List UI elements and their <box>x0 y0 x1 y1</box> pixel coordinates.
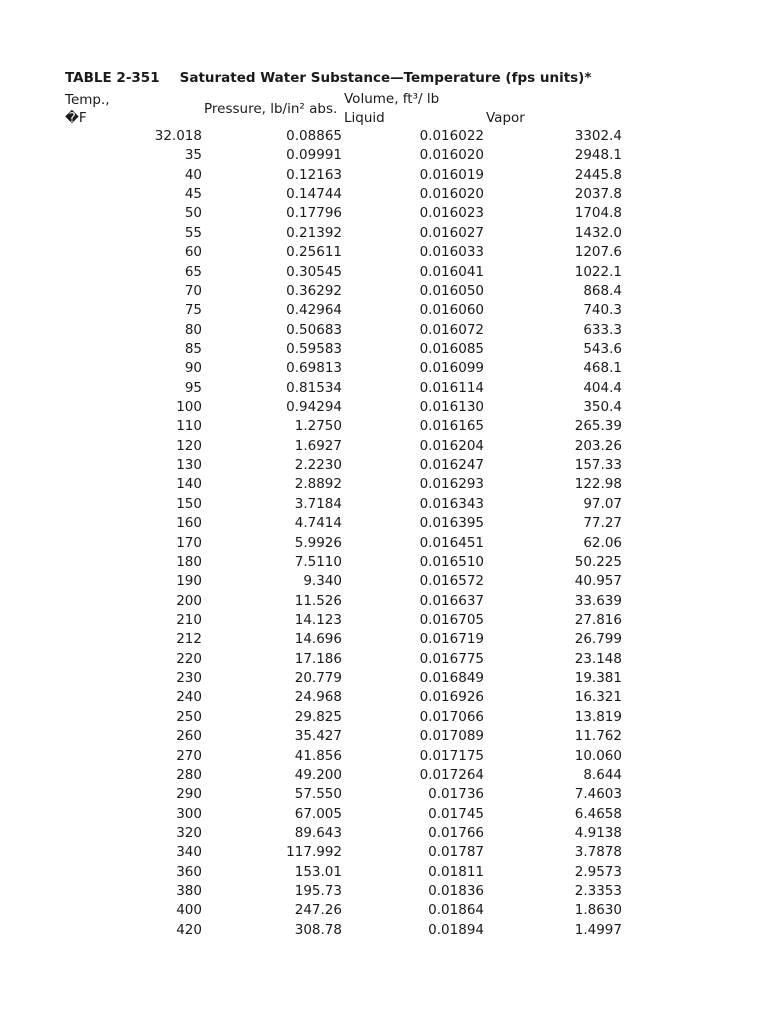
table-row <box>0 708 768 727</box>
liquid-volume-cell: 0.016451 <box>419 534 484 551</box>
temperature-cell: 40 <box>184 166 202 183</box>
liquid-volume-cell: 0.016849 <box>419 670 484 687</box>
vapor-volume-cell: 23.148 <box>574 650 622 667</box>
vapor-volume-cell: 2948.1 <box>574 147 622 164</box>
temperature-cell: 190 <box>176 573 202 590</box>
liquid-volume-cell: 0.016705 <box>419 611 484 628</box>
temperature-cell: 210 <box>176 611 202 628</box>
table-row <box>0 243 768 262</box>
pressure-cell: 0.25611 <box>286 244 342 261</box>
table-body <box>0 127 768 940</box>
temperature-cell: 300 <box>176 805 202 822</box>
pressure-cell: 24.968 <box>294 689 342 706</box>
pressure-cell: 67.005 <box>294 805 342 822</box>
vapor-volume-cell: 468.1 <box>583 360 622 377</box>
temperature-cell: 32.018 <box>154 128 202 144</box>
liquid-volume-cell: 0.016019 <box>419 166 484 183</box>
liquid-volume-cell: 0.016572 <box>419 573 484 590</box>
table-row <box>0 863 768 882</box>
liquid-volume-cell: 0.016072 <box>419 321 484 338</box>
pressure-cell: 7.5110 <box>294 553 342 570</box>
temperature-cell: 280 <box>176 766 202 783</box>
vapor-volume-cell: 350.4 <box>583 399 622 416</box>
liquid-volume-cell: 0.016050 <box>419 282 484 299</box>
liquid-volume-cell: 0.016020 <box>419 147 484 164</box>
pressure-cell: 1.6927 <box>294 437 342 454</box>
table-row <box>0 824 768 843</box>
pressure-cell: 0.17796 <box>286 205 342 222</box>
table-row <box>0 901 768 920</box>
liquid-volume-cell: 0.016204 <box>419 437 484 454</box>
table-row <box>0 534 768 553</box>
temperature-cell: 90 <box>184 360 202 377</box>
liquid-volume-cell: 0.016023 <box>419 205 484 222</box>
table-row <box>0 688 768 707</box>
table-row <box>0 572 768 591</box>
vapor-volume-cell: 40.957 <box>574 573 622 590</box>
vapor-volume-cell: 33.639 <box>574 592 622 609</box>
liquid-volume-cell: 0.016033 <box>419 244 484 261</box>
vapor-volume-cell: 13.819 <box>574 708 622 725</box>
table-row <box>0 882 768 901</box>
temp-header-unit: �F <box>65 110 87 126</box>
liquid-volume-cell: 0.01836 <box>428 883 484 900</box>
pressure-cell: 247.26 <box>294 902 342 919</box>
table-row <box>0 805 768 824</box>
vapor-volume-cell: 97.07 <box>583 495 622 512</box>
table-row <box>0 263 768 282</box>
pressure-cell: 0.30545 <box>286 263 342 280</box>
liquid-volume-cell: 0.01864 <box>428 902 484 919</box>
pressure-cell: 0.59583 <box>286 340 342 357</box>
vapor-volume-cell: 3302.4 <box>574 128 622 144</box>
pressure-cell: 14.696 <box>294 631 342 648</box>
table-row <box>0 166 768 185</box>
temperature-cell: 270 <box>176 747 202 764</box>
liquid-volume-cell: 0.01736 <box>428 786 484 803</box>
liquid-volume-cell: 0.016775 <box>419 650 484 667</box>
vapor-volume-cell: 122.98 <box>574 476 622 493</box>
pressure-cell: 11.526 <box>294 592 342 609</box>
liquid-volume-cell: 0.016022 <box>419 128 484 144</box>
pressure-cell: 3.7184 <box>294 495 342 512</box>
temperature-cell: 130 <box>176 457 202 474</box>
vapor-volume-cell: 4.9138 <box>574 824 622 841</box>
liquid-volume-cell: 0.01787 <box>428 844 484 861</box>
table-row <box>0 785 768 804</box>
vapor-volume-cell: 2.9573 <box>574 863 622 880</box>
table-row <box>0 727 768 746</box>
temperature-cell: 420 <box>176 921 202 938</box>
vapor-volume-cell: 19.381 <box>574 670 622 687</box>
liquid-header: Liquid <box>344 110 385 126</box>
liquid-volume-cell: 0.016719 <box>419 631 484 648</box>
temperature-cell: 120 <box>176 437 202 454</box>
temp-header <box>65 91 110 127</box>
temperature-cell: 150 <box>176 495 202 512</box>
vapor-volume-cell: 26.799 <box>574 631 622 648</box>
vapor-volume-cell: 3.7878 <box>574 844 622 861</box>
pressure-cell: 308.78 <box>294 921 342 938</box>
liquid-volume-cell: 0.01894 <box>428 921 484 938</box>
pressure-cell: 0.08865 <box>286 128 342 144</box>
pressure-cell: 89.643 <box>294 824 342 841</box>
table-row <box>0 766 768 785</box>
liquid-volume-cell: 0.016165 <box>419 418 484 435</box>
temperature-cell: 50 <box>184 205 202 222</box>
liquid-volume-cell: 0.016395 <box>419 515 484 532</box>
vapor-volume-cell: 6.4658 <box>574 805 622 822</box>
liquid-volume-cell: 0.017066 <box>419 708 484 725</box>
vapor-volume-cell: 16.321 <box>574 689 622 706</box>
temperature-cell: 260 <box>176 728 202 745</box>
temperature-cell: 170 <box>176 534 202 551</box>
vapor-header: Vapor <box>486 110 525 126</box>
temperature-cell: 80 <box>184 321 202 338</box>
temperature-cell: 160 <box>176 515 202 532</box>
temperature-cell: 180 <box>176 553 202 570</box>
temperature-cell: 65 <box>184 263 202 280</box>
pressure-cell: 35.427 <box>294 728 342 745</box>
pressure-cell: 0.14744 <box>286 186 342 203</box>
table-row <box>0 747 768 766</box>
liquid-volume-cell: 0.01745 <box>428 805 484 822</box>
pressure-cell: 0.36292 <box>286 282 342 299</box>
table-row <box>0 127 768 146</box>
temperature-cell: 400 <box>176 902 202 919</box>
temperature-cell: 290 <box>176 786 202 803</box>
table-row <box>0 495 768 514</box>
pressure-cell: 49.200 <box>294 766 342 783</box>
temperature-cell: 230 <box>176 670 202 687</box>
pressure-cell: 0.09991 <box>286 147 342 164</box>
table-row <box>0 630 768 649</box>
vapor-volume-cell: 10.060 <box>574 747 622 764</box>
temp-header-label: Temp., <box>65 92 110 108</box>
vapor-volume-cell: 203.26 <box>574 437 622 454</box>
pressure-cell: 0.12163 <box>286 166 342 183</box>
pressure-cell: 2.2230 <box>294 457 342 474</box>
vapor-volume-cell: 7.4603 <box>574 786 622 803</box>
table-row <box>0 514 768 533</box>
vapor-volume-cell: 868.4 <box>583 282 622 299</box>
liquid-volume-cell: 0.016130 <box>419 399 484 416</box>
liquid-volume-cell: 0.017264 <box>419 766 484 783</box>
pressure-cell: 1.2750 <box>294 418 342 435</box>
vapor-volume-cell: 11.762 <box>574 728 622 745</box>
vapor-volume-cell: 157.33 <box>574 457 622 474</box>
table-row <box>0 204 768 223</box>
table-row <box>0 669 768 688</box>
pressure-cell: 0.69813 <box>286 360 342 377</box>
vapor-volume-cell: 740.3 <box>583 302 622 319</box>
temperature-cell: 340 <box>176 844 202 861</box>
temperature-cell: 240 <box>176 689 202 706</box>
pressure-cell: 0.50683 <box>286 321 342 338</box>
pressure-cell: 20.779 <box>294 670 342 687</box>
pressure-cell: 0.21392 <box>286 224 342 241</box>
pressure-header: Pressure, lb/in² abs. <box>204 101 338 117</box>
temperature-cell: 140 <box>176 476 202 493</box>
table-row <box>0 146 768 165</box>
table-row <box>0 301 768 320</box>
table-row <box>0 398 768 417</box>
temperature-cell: 70 <box>184 282 202 299</box>
table-row <box>0 921 768 940</box>
vapor-volume-cell: 2037.8 <box>574 186 622 203</box>
vapor-volume-cell: 62.06 <box>583 534 622 551</box>
temperature-cell: 212 <box>176 631 202 648</box>
liquid-volume-cell: 0.016027 <box>419 224 484 241</box>
liquid-volume-cell: 0.016293 <box>419 476 484 493</box>
table-number: TABLE 2-351 <box>65 70 160 86</box>
liquid-volume-cell: 0.017175 <box>419 747 484 764</box>
table-row <box>0 611 768 630</box>
pressure-cell: 2.8892 <box>294 476 342 493</box>
pressure-cell: 117.992 <box>286 844 342 861</box>
liquid-volume-cell: 0.016247 <box>419 457 484 474</box>
temperature-cell: 360 <box>176 863 202 880</box>
table-row <box>0 282 768 301</box>
table-row <box>0 553 768 572</box>
vapor-volume-cell: 633.3 <box>583 321 622 338</box>
table-row <box>0 650 768 669</box>
vapor-volume-cell: 50.225 <box>574 553 622 570</box>
pressure-cell: 29.825 <box>294 708 342 725</box>
vapor-volume-cell: 1704.8 <box>574 205 622 222</box>
table-row <box>0 592 768 611</box>
pressure-cell: 57.550 <box>294 786 342 803</box>
temperature-cell: 35 <box>184 147 202 164</box>
table-title-text: Saturated Water Substance—Temperature (fps units)* <box>179 70 592 86</box>
table-title <box>65 70 591 86</box>
temperature-cell: 250 <box>176 708 202 725</box>
temperature-cell: 55 <box>184 224 202 241</box>
temperature-cell: 45 <box>184 186 202 203</box>
temperature-cell: 110 <box>176 418 202 435</box>
vapor-volume-cell: 1.8630 <box>574 902 622 919</box>
vapor-volume-cell: 2.3353 <box>574 883 622 900</box>
pressure-cell: 5.9926 <box>294 534 342 551</box>
vapor-volume-cell: 1022.1 <box>574 263 622 280</box>
liquid-volume-cell: 0.016085 <box>419 340 484 357</box>
pressure-cell: 4.7414 <box>294 515 342 532</box>
pressure-cell: 195.73 <box>294 883 342 900</box>
liquid-volume-cell: 0.016114 <box>419 379 484 396</box>
temperature-cell: 220 <box>176 650 202 667</box>
pressure-cell: 14.123 <box>294 611 342 628</box>
liquid-volume-cell: 0.016510 <box>419 553 484 570</box>
pressure-cell: 17.186 <box>294 650 342 667</box>
vapor-volume-cell: 1.4997 <box>574 921 622 938</box>
table-row <box>0 843 768 862</box>
temperature-cell: 85 <box>184 340 202 357</box>
liquid-volume-cell: 0.016637 <box>419 592 484 609</box>
vapor-volume-cell: 8.644 <box>583 766 622 783</box>
vapor-volume-cell: 1432.0 <box>574 224 622 241</box>
table-row <box>0 359 768 378</box>
temperature-cell: 320 <box>176 824 202 841</box>
pressure-cell: 153.01 <box>294 863 342 880</box>
table-row <box>0 224 768 243</box>
temperature-cell: 95 <box>184 379 202 396</box>
vapor-volume-cell: 77.27 <box>583 515 622 532</box>
vapor-volume-cell: 543.6 <box>583 340 622 357</box>
table-row <box>0 379 768 398</box>
pressure-cell: 9.340 <box>303 573 342 590</box>
temperature-cell: 75 <box>184 302 202 319</box>
table-row <box>0 340 768 359</box>
vapor-volume-cell: 404.4 <box>583 379 622 396</box>
liquid-volume-cell: 0.017089 <box>419 728 484 745</box>
vapor-volume-cell: 265.39 <box>574 418 622 435</box>
vapor-volume-cell: 1207.6 <box>574 244 622 261</box>
liquid-volume-cell: 0.016060 <box>419 302 484 319</box>
liquid-volume-cell: 0.016020 <box>419 186 484 203</box>
temperature-cell: 380 <box>176 883 202 900</box>
temperature-cell: 60 <box>184 244 202 261</box>
vapor-volume-cell: 27.816 <box>574 611 622 628</box>
liquid-volume-cell: 0.016926 <box>419 689 484 706</box>
liquid-volume-cell: 0.016343 <box>419 495 484 512</box>
liquid-volume-cell: 0.016041 <box>419 263 484 280</box>
volume-header: Volume, ft³/ lb <box>344 91 440 107</box>
pressure-cell: 0.94294 <box>286 399 342 416</box>
table-row <box>0 185 768 204</box>
table-row <box>0 321 768 340</box>
liquid-volume-cell: 0.01766 <box>428 824 484 841</box>
table-row <box>0 437 768 456</box>
temperature-cell: 100 <box>176 399 202 416</box>
table-row <box>0 475 768 494</box>
table-row <box>0 417 768 436</box>
vapor-volume-cell: 2445.8 <box>574 166 622 183</box>
table-row <box>0 456 768 475</box>
pressure-cell: 41.856 <box>294 747 342 764</box>
liquid-volume-cell: 0.01811 <box>428 863 484 880</box>
temperature-cell: 200 <box>176 592 202 609</box>
pressure-cell: 0.42964 <box>286 302 342 319</box>
liquid-volume-cell: 0.016099 <box>419 360 484 377</box>
pressure-cell: 0.81534 <box>286 379 342 396</box>
